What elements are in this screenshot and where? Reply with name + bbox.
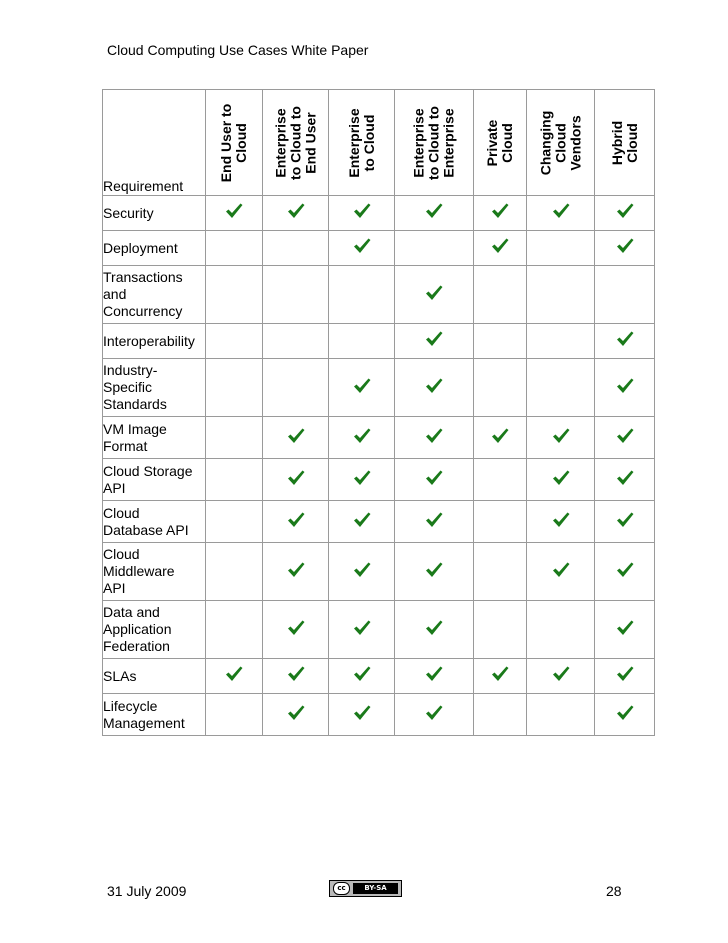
requirement-label [103,659,206,694]
checkmark-icon [286,202,306,220]
requirement-label-text: Cloud Middleware API [103,546,175,596]
requirement-label [103,196,206,231]
table-cell [474,359,527,417]
column-header-label: End User to Cloud [218,103,249,182]
checkmark-icon [424,561,444,579]
table-cell [263,266,329,324]
table-row [103,196,655,231]
license-badge [329,880,402,897]
table-cell [263,231,329,266]
table-cell [595,324,655,359]
table-row [103,659,655,694]
checkmark-icon [424,511,444,529]
table-cell [329,543,395,601]
table-cell [595,694,655,736]
checkmark-icon [615,704,635,722]
table-cell [329,231,395,266]
requirement-label-text: Data and Application Federation [103,604,172,654]
requirement-label-text: Security [103,204,154,221]
table-cell [206,231,263,266]
table-cell [263,196,329,231]
table-cell [263,601,329,659]
checkmark-icon [224,202,244,220]
table-row [103,266,655,324]
table-header-row [103,90,655,196]
table-cell [474,266,527,324]
table-cell [527,359,595,417]
requirements-table [102,89,655,736]
checkmark-icon [424,330,444,348]
checkmark-icon [352,237,372,255]
table-cell [395,324,474,359]
table-cell [595,266,655,324]
table-cell [395,659,474,694]
checkmark-icon [424,377,444,395]
table-cell [329,694,395,736]
checkmark-icon [352,619,372,637]
requirement-label [103,417,206,459]
table-row [103,231,655,266]
column-header [527,90,595,196]
checkmark-icon [551,561,571,579]
checkmark-icon [286,511,306,529]
table-cell [395,601,474,659]
table-cell [206,501,263,543]
requirement-label-text: VM Image Format [103,420,167,454]
requirement-label [103,501,206,543]
table-cell [527,196,595,231]
table-cell [329,196,395,231]
table-cell [263,324,329,359]
checkmark-icon [615,377,635,395]
table-cell [395,459,474,501]
table-row [103,543,655,601]
table-cell [263,694,329,736]
table-cell [474,231,527,266]
checkmark-icon [286,469,306,487]
table-cell [527,231,595,266]
table-cell [329,417,395,459]
table-row [103,694,655,736]
table-cell [206,196,263,231]
checkmark-icon [490,202,510,220]
table-cell [474,543,527,601]
checkmark-icon [352,561,372,579]
page-number: 28 [606,883,622,899]
table-cell [329,459,395,501]
table-row [103,501,655,543]
column-header [595,90,655,196]
requirement-label-text: Lifecycle Management [103,697,185,731]
table-cell [395,231,474,266]
table-cell [527,501,595,543]
checkmark-icon [424,619,444,637]
page-header-title: Cloud Computing Use Cases White Paper [107,42,369,58]
checkmark-icon [352,704,372,722]
table-cell [329,501,395,543]
table-cell [474,196,527,231]
table-cell [263,659,329,694]
table-row [103,459,655,501]
table-cell [595,659,655,694]
column-header [206,90,263,196]
table-cell [595,417,655,459]
table-cell [395,359,474,417]
checkmark-icon [615,561,635,579]
requirement-label [103,231,206,266]
checkmark-icon [424,427,444,445]
table-cell [395,417,474,459]
column-header [263,90,329,196]
column-header [395,90,474,196]
checkmark-icon [352,665,372,683]
requirement-label [103,459,206,501]
table-body [103,196,655,736]
table-cell [527,324,595,359]
table-cell [206,266,263,324]
checkmark-icon [551,511,571,529]
table-cell [474,501,527,543]
checkmark-icon [615,665,635,683]
creative-commons-icon: cc [333,882,350,895]
table-cell [206,417,263,459]
checkmark-icon [352,469,372,487]
table-cell [395,543,474,601]
table-cell [206,359,263,417]
checkmark-icon [551,469,571,487]
requirement-column-header: Requirement [103,90,206,196]
table-cell [595,196,655,231]
table-cell [595,459,655,501]
table-cell [329,601,395,659]
checkmark-icon [424,665,444,683]
requirement-label [103,359,206,417]
table-cell [329,359,395,417]
column-header-label: Private Cloud [484,119,515,166]
checkmark-icon [490,665,510,683]
table-cell [329,266,395,324]
checkmark-icon [551,202,571,220]
table-cell [329,324,395,359]
checkmark-icon [286,665,306,683]
requirement-label [103,601,206,659]
checkmark-icon [286,704,306,722]
column-header-label: Hybrid Cloud [608,120,640,165]
column-header-label: Enterprise to Cloud to End User [272,105,318,180]
table-cell [206,543,263,601]
checkmark-icon [352,377,372,395]
table-cell [527,417,595,459]
checkmark-icon [424,704,444,722]
table-cell [527,659,595,694]
table-row [103,417,655,459]
requirement-label-text: Interoperability [103,332,195,349]
requirement-label-text: Cloud Storage API [103,462,193,496]
table-cell [206,324,263,359]
table-cell [395,196,474,231]
checkmark-icon [286,561,306,579]
table-cell [527,266,595,324]
checkmark-icon [352,511,372,529]
requirement-label-text: SLAs [103,667,137,684]
checkmark-icon [224,665,244,683]
checkmark-icon [615,202,635,220]
table-cell [595,359,655,417]
checkmark-icon [490,427,510,445]
checkmark-icon [424,202,444,220]
table-cell [595,231,655,266]
checkmark-icon [352,202,372,220]
table-row [103,359,655,417]
requirement-label [103,266,206,324]
table-cell [263,501,329,543]
table-cell [595,501,655,543]
table-cell [474,694,527,736]
table-cell [263,459,329,501]
checkmark-icon [352,427,372,445]
table-cell [206,694,263,736]
column-header-label: Enterprise to Cloud to Enterprise [410,105,457,180]
checkmark-icon [615,237,635,255]
requirement-label-text: Transactions and Concurrency [103,269,183,319]
column-header [474,90,527,196]
table-cell [527,694,595,736]
table-cell [206,459,263,501]
checkmark-icon [551,665,571,683]
checkmark-icon [490,237,510,255]
table-cell [206,601,263,659]
table-cell [474,417,527,459]
checkmark-icon [551,427,571,445]
table-cell [474,659,527,694]
table-cell [395,694,474,736]
table-cell [263,359,329,417]
table-cell [395,501,474,543]
table-cell [595,601,655,659]
requirement-label [103,324,206,359]
table-cell [474,324,527,359]
table-cell [263,417,329,459]
requirement-label [103,543,206,601]
requirement-label-text: Cloud Database API [103,504,189,538]
table-cell [527,601,595,659]
table-cell [395,266,474,324]
table-cell [527,543,595,601]
table-cell [206,659,263,694]
checkmark-icon [615,511,635,529]
table-cell [527,459,595,501]
checkmark-icon [615,330,635,348]
table-cell [329,659,395,694]
footer-date: 31 July 2009 [107,883,187,899]
table-row [103,324,655,359]
table-cell [595,543,655,601]
license-text: BY-SA [353,883,398,894]
checkmark-icon [615,427,635,445]
checkmark-icon [615,619,635,637]
checkmark-icon [615,469,635,487]
table-row [103,601,655,659]
requirement-label-text: Deployment [103,239,178,256]
checkmark-icon [424,284,444,302]
table-cell [474,601,527,659]
column-header-label: Enterprise to Cloud [345,107,377,178]
column-header [329,90,395,196]
table-cell [474,459,527,501]
checkmark-icon [286,427,306,445]
checkmark-icon [286,619,306,637]
checkmark-icon [424,469,444,487]
column-header-label: Changing Cloud Vendors [537,110,583,175]
requirement-label-text: Industry- Specific Standards [103,362,167,412]
table-cell [263,543,329,601]
requirement-label [103,694,206,736]
